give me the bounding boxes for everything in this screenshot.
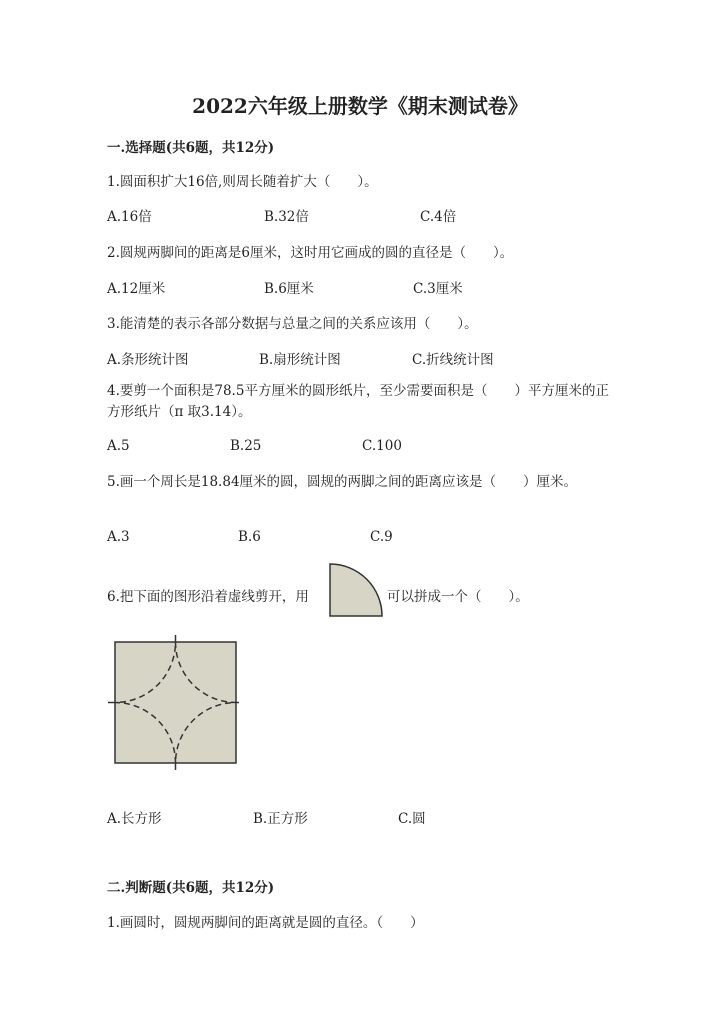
q1-option-c: C.4倍 [420,209,457,225]
question-5: 5.画一个周长是18.84厘米的圆，圆规的两脚之间的距离应该是（ ）厘米。 [107,474,578,490]
square-with-dashed-arcs-figure [106,633,240,771]
q6-option-b: B.正方形 [253,811,308,827]
q1-option-a: A.16倍 [107,209,152,225]
q2-option-b: B.6厘米 [264,281,314,297]
q4-option-b: B.25 [230,438,262,454]
question-1: 1.圆面积扩大16倍,则周长随着扩大（ ）。 [107,174,378,190]
section-heading-choice: 一.选择题(共6题，共12分) [107,140,275,156]
q2-option-a: A.12厘米 [107,281,166,297]
q3-option-c: C.折线统计图 [412,352,494,368]
question-3: 3.能清楚的表示各部分数据与总量之间的关系应该用（ ）。 [107,316,478,332]
q2-option-c: C.3厘米 [413,281,463,297]
page-title: 2022六年级上册数学《期末测试卷》 [192,94,528,118]
q3-option-b: B.扇形统计图 [259,352,341,368]
section-heading-judge: 二.判断题(共6题，共12分) [107,880,275,896]
q4-option-c: C.100 [362,438,402,454]
judge-question-1: 1.画圆时，圆规两脚间的距离就是圆的直径。（ ） [107,915,424,931]
quarter-circle-figure [328,562,384,622]
question-6-text-after: 可以拼成一个（ ）。 [387,589,529,605]
q4-option-a: A.5 [107,438,130,454]
q6-option-a: A.长方形 [107,811,162,827]
question-6-text-before: 6.把下面的图形沿着虚线剪开，用 [107,589,309,605]
q3-option-a: A.条形统计图 [107,352,189,368]
question-2: 2.圆规两脚间的距离是6厘米，这时用它画成的圆的直径是（ ）。 [107,245,514,261]
question-4: 4.要剪一个面积是78.5平方厘米的圆形纸片，至少需要面积是（ ）平方厘米的正方形纸片（π 取3.14）。 [107,383,609,420]
q5-option-a: A.3 [107,529,130,545]
q1-option-b: B.32倍 [264,209,309,225]
q6-option-c: C.圆 [398,811,426,827]
q5-option-c: C.9 [370,529,393,545]
q5-option-b: B.6 [238,529,261,545]
